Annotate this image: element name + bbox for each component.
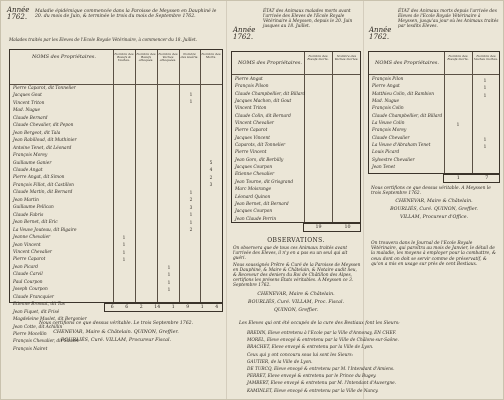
col1-header-cell: Nombre des Guéris. (180, 52, 199, 60)
list-item: Jean Fiquet, dit Frisé (13, 309, 60, 315)
col1-certify: Nous certifions ce que dessus véritable. Le trois Septembre 1762. (38, 321, 194, 326)
list-item: Claude Chevalier (372, 135, 410, 141)
col3-totals-row (443, 174, 500, 183)
col1-owner-list (13, 85, 87, 353)
list-item: Claude Fabris (13, 212, 44, 218)
col3-table-title: NOMS des Propriétaires. (375, 60, 439, 66)
list-item: Vincent Chevalier (13, 249, 52, 255)
col1-totals-row (104, 303, 223, 312)
list-item: Jean Claude Perrin (235, 216, 277, 222)
list-item: Ceux qui y ont concouru sous lui sont les Sieurs: (247, 352, 354, 358)
list-item: KAMINLET, Eleve envoyé & entretenu par la Ville de Nancy. (247, 388, 379, 394)
col1-signers: BOURLIÉS, Curé. VILLAM, Procureur Fiscal. (60, 338, 172, 343)
year-label-col1: Année 1762. (7, 6, 30, 22)
col2-signers: QUINON, Greffier. (274, 308, 318, 313)
col1-total: 6 (110, 305, 114, 310)
list-item: François Fillot, dit Castillon (13, 182, 74, 188)
list-item: Jean Bergeot, dit Tala (13, 130, 61, 136)
col3-signers: CHENEVAR, Maire & Châtelain. (395, 199, 473, 204)
col3-table (368, 51, 500, 174)
list-item: Jean Vincent (13, 242, 41, 248)
col3-tally: 1 (456, 123, 460, 128)
list-item: Magdeleine Muslet, dit Bergonier (13, 317, 87, 323)
list-item: Claude Champbellier, dit Billard (235, 91, 306, 97)
col2-total: 19 (315, 225, 322, 230)
observations-title: OBSERVATIONS. (267, 237, 325, 244)
col2-owner-list (235, 76, 305, 223)
list-item: Louis Picard (372, 150, 400, 156)
col3-tally: 1 1 1 (483, 79, 487, 99)
list-item: MOREL, Eleve envoyé & entretenu par la Ville de Châlons-sur-Saône. (247, 338, 399, 344)
col1-total: 9 (186, 305, 190, 310)
list-item: Vincent Chevalier (235, 121, 274, 127)
col2-certification: Nous soussignés Prêtre & Curé de la Paroisse de Meyssen en Dauphiné, & Maire & Châtelain, & Notaire audit lieu, & Receveur des deniers du Roi de Châtillon des Alpes, certifions les présens États véritables. A Meyssen ce 3. Septembre 1762. (233, 263, 361, 289)
col1-header-cell: Nombre des Bœufs & Vaches. (114, 52, 134, 63)
list-item: François Colin (372, 106, 404, 112)
list-item: Jean Martin (13, 197, 39, 203)
col1-header-cell: Nombre des Vaches attaquées. (158, 52, 178, 63)
col1-header-cell: Nombre des Morts. (201, 52, 221, 60)
col1-tally: 1 1 (189, 93, 193, 106)
year-label-col3: Année 1762. (369, 26, 392, 42)
col1-tally: 1 1 1 1 (122, 236, 126, 264)
list-item: Joseph Courpon (13, 287, 48, 293)
list-item: François Chevalier, dit Sauvet (13, 339, 79, 345)
col3-tally: 1 1 (483, 138, 487, 151)
col3-owner-list (372, 76, 442, 171)
list-item: Marc Moisrange (235, 187, 272, 193)
list-item: La Veuve Jouteau, dit Bigaire (13, 227, 77, 233)
list-item: Claude Colin, dit Bernard (235, 113, 291, 119)
fold-line (226, 1, 227, 399)
col2-table (231, 51, 361, 223)
list-item: François Nairet (13, 346, 48, 352)
list-item: Etienne Brossat, dit Tas (13, 302, 65, 308)
col1-tally: 5 4 2 3 (209, 161, 213, 189)
list-item: Jean Picard (13, 264, 38, 270)
list-item: Jacques Machon, dit Gout (235, 99, 292, 105)
col3-signers: VILLAM, Procureur d'Office. (399, 215, 469, 220)
list-item: Mad. Nugue (13, 108, 41, 114)
col2-total: 10 (344, 225, 351, 230)
col1-header-cell: Nombre des Bœufs attaqués. (136, 52, 156, 63)
list-item: Caparots, dit Tonnelier (235, 143, 286, 149)
col3-header-cell: Nombre des Bœufs morts. (447, 54, 469, 62)
col2-signers: CHENEVAR, Maire & Châtelain. (257, 292, 335, 297)
list-item: Claude Champbellier, dit Billard (372, 113, 443, 119)
list-item: Pierre Caparot (235, 128, 268, 134)
list-item: Pierre Angat, dit Simon (13, 175, 65, 181)
list-item: Claude Chevalier, dit Pepon (13, 123, 74, 129)
list-item: La Veuve d'Abraham Tenet (372, 143, 431, 149)
list-item: Matthieu Colin, dit Rambion (372, 91, 435, 97)
col2-signers: BOURLIÉS, Curé. VILLAM, Proc. Fiscal. (248, 300, 344, 305)
col2-table-title: NOMS des Propriétaires. (238, 60, 302, 66)
observations-text: On observera que de tous ces Animaux traités avant l'arrivée des Eleves, il n'y en a pas eu un seul qui ait guéri. (233, 246, 348, 262)
list-item: Paul Courpon (13, 279, 43, 285)
list-item: François Pilson (235, 84, 269, 90)
list-item: Vincent Triton (235, 106, 267, 112)
col1-total: 1 (171, 305, 175, 310)
list-item: Claude Francquier (13, 294, 54, 300)
list-item: Claude Angat (13, 167, 43, 173)
list-item: Claude Martin, dit Bernard (13, 190, 73, 196)
list-item: Pierre Mocellin (13, 331, 47, 337)
col3-header-cell: Nombre des Vaches mortes. (474, 54, 498, 62)
col1-total: 1 (200, 305, 204, 310)
list-item: Guillaume Pellican (13, 205, 54, 211)
list-item: DE TURCQ, Eleve envoyé & entretenu par M. l'Intendant d'Amiens. (247, 367, 395, 373)
list-item: Jean Tenet (372, 165, 396, 171)
list-item: Sylvestre Chevalier (372, 157, 415, 163)
col3-signers: BOURLIÉS, Curé. QUINON, Greffier. (390, 207, 478, 212)
list-item: Antoine Tenet, dit Léonard (13, 145, 72, 151)
list-item: Pierre Angat (372, 84, 400, 90)
col2-header-cell: Nombre des Vaches mortes. (334, 54, 359, 62)
list-item: Claude Carvil (13, 272, 43, 278)
list-item: Jeanne Chevalier (13, 235, 51, 241)
list-item: Jean Bernet, dit Bernard (235, 201, 289, 207)
footer-students (247, 330, 501, 395)
col1-tally: 1 1 1 1 (167, 266, 171, 294)
list-item: BRACHET, Eleve envoyé & entretenu par la Ville de Lyon. (247, 345, 374, 351)
col1-total: 4 (215, 305, 219, 310)
col3-note: On trouvera dans le Journal de l'Ecole Royale Vétérinaire, qui paroîtra au mois de Janvier, le détail de la maladie, les moyens à employer pour la combattre, & ceux dont on doit se servir comme de préservatif, & qu'on a mis en usage sur près de cent Bestiaux. (371, 241, 496, 267)
list-item: Jean Gors, dit Berbilly (235, 157, 284, 163)
col1-total: 6 (125, 305, 129, 310)
col1-total: 14 (154, 305, 161, 310)
list-item: La Veuve Colin (372, 121, 405, 127)
col1-tally: 1 2 3 1 1 2 (189, 191, 193, 234)
list-item: Jacques Courpon (235, 165, 273, 171)
list-item: JAMBERT, Eleve envoyé & entretenu par M. l'Intendant d'Auvergne. (247, 381, 397, 387)
list-item: Jean Cotte, dit Achillin (13, 324, 63, 330)
list-item: Léonard Quinon (235, 194, 271, 200)
list-item: François Morey (372, 128, 407, 134)
list-item: Jacques Courpon (235, 209, 273, 215)
list-item: Etienne Chevalier (235, 172, 275, 178)
col2-header: ÉTAT des Animaux malades morts avant l'arrivée des Eleves de l'Ecole Royale Vétérinaire à Meyssen, depuis le 20. Juin jusques au 18. Juillet. (263, 9, 353, 30)
col1-total: 2 (139, 305, 143, 310)
list-item: PERRET, Eleve envoyé & entretenu par le Prince du Bugey. (247, 374, 377, 380)
list-item: Mad. Nugue (372, 99, 400, 105)
list-item: Pierre Caparot, dit Tonnelier (13, 86, 76, 91)
col1-header: Maladie épidémique commencée dans la Paroisse de Meyssen en Dauphiné le 20. du mois de Juin, & terminée le trois du mois de Septembre 1762. (35, 9, 217, 20)
footer-intro: Les Eleves qui ont été occupés de la cure des Bestiaux font les Sieurs: (239, 321, 400, 326)
col3-certify: Nous certifions ce que dessus véritable. A Meyssen le trois Septembre 1762. (371, 186, 491, 197)
col2-totals-row (303, 223, 361, 232)
list-item: François Pilon (372, 77, 404, 82)
col2-header-cell: Nombre des Bœufs morts. (307, 54, 329, 62)
list-item: Jacques Vincent (235, 135, 270, 141)
year-label-col2: Année 1762. (233, 26, 256, 42)
list-item: Jean Tourne, dit Grisgrand (235, 179, 294, 185)
list-item: Jean Bernet, dit Eric (13, 220, 58, 226)
list-item: Pierre Angat (235, 77, 263, 82)
col3-header: ÉTAT des Animaux morts depuis l'arrivée des Eleves de l'Ecole Royale Vétérinaire à Meyssen, jusqu'au jour où les Animaux traités par lesdits Eleves. (398, 9, 499, 30)
col1-subheader: Malades traités par les Eleves de l'Ecole Royale Vétérinaire, à commencer du 18. Juillet. (9, 37, 198, 42)
list-item: Jacques Gout (13, 93, 42, 99)
list-item: François Morey (13, 153, 48, 159)
col3-total: 1 (456, 176, 460, 181)
list-item: GAUTIER, de la Ville de Lyon. (247, 359, 313, 365)
list-item: Vincent Triton (13, 100, 45, 106)
list-item: Guillaume Ganier (13, 160, 52, 166)
col1-table-title: NOMS des Propriétaires. (32, 54, 96, 60)
list-item: Pierre Vincent (235, 150, 267, 156)
col3-total: 7 (485, 176, 489, 181)
col1-signers: CHENEVAR, Maire & Châtelain. QUINON, Greffier. (53, 330, 179, 335)
list-item: BREDIN, Eleve entretenu à l'Ecole par la Ville d'Annonay, EN CHEF. (247, 331, 397, 336)
list-item: Pierre Caparot (13, 257, 46, 263)
list-item: Jean Rabilloud, dit Muthinier (13, 138, 77, 144)
list-item: Claude Bernard (13, 115, 48, 121)
